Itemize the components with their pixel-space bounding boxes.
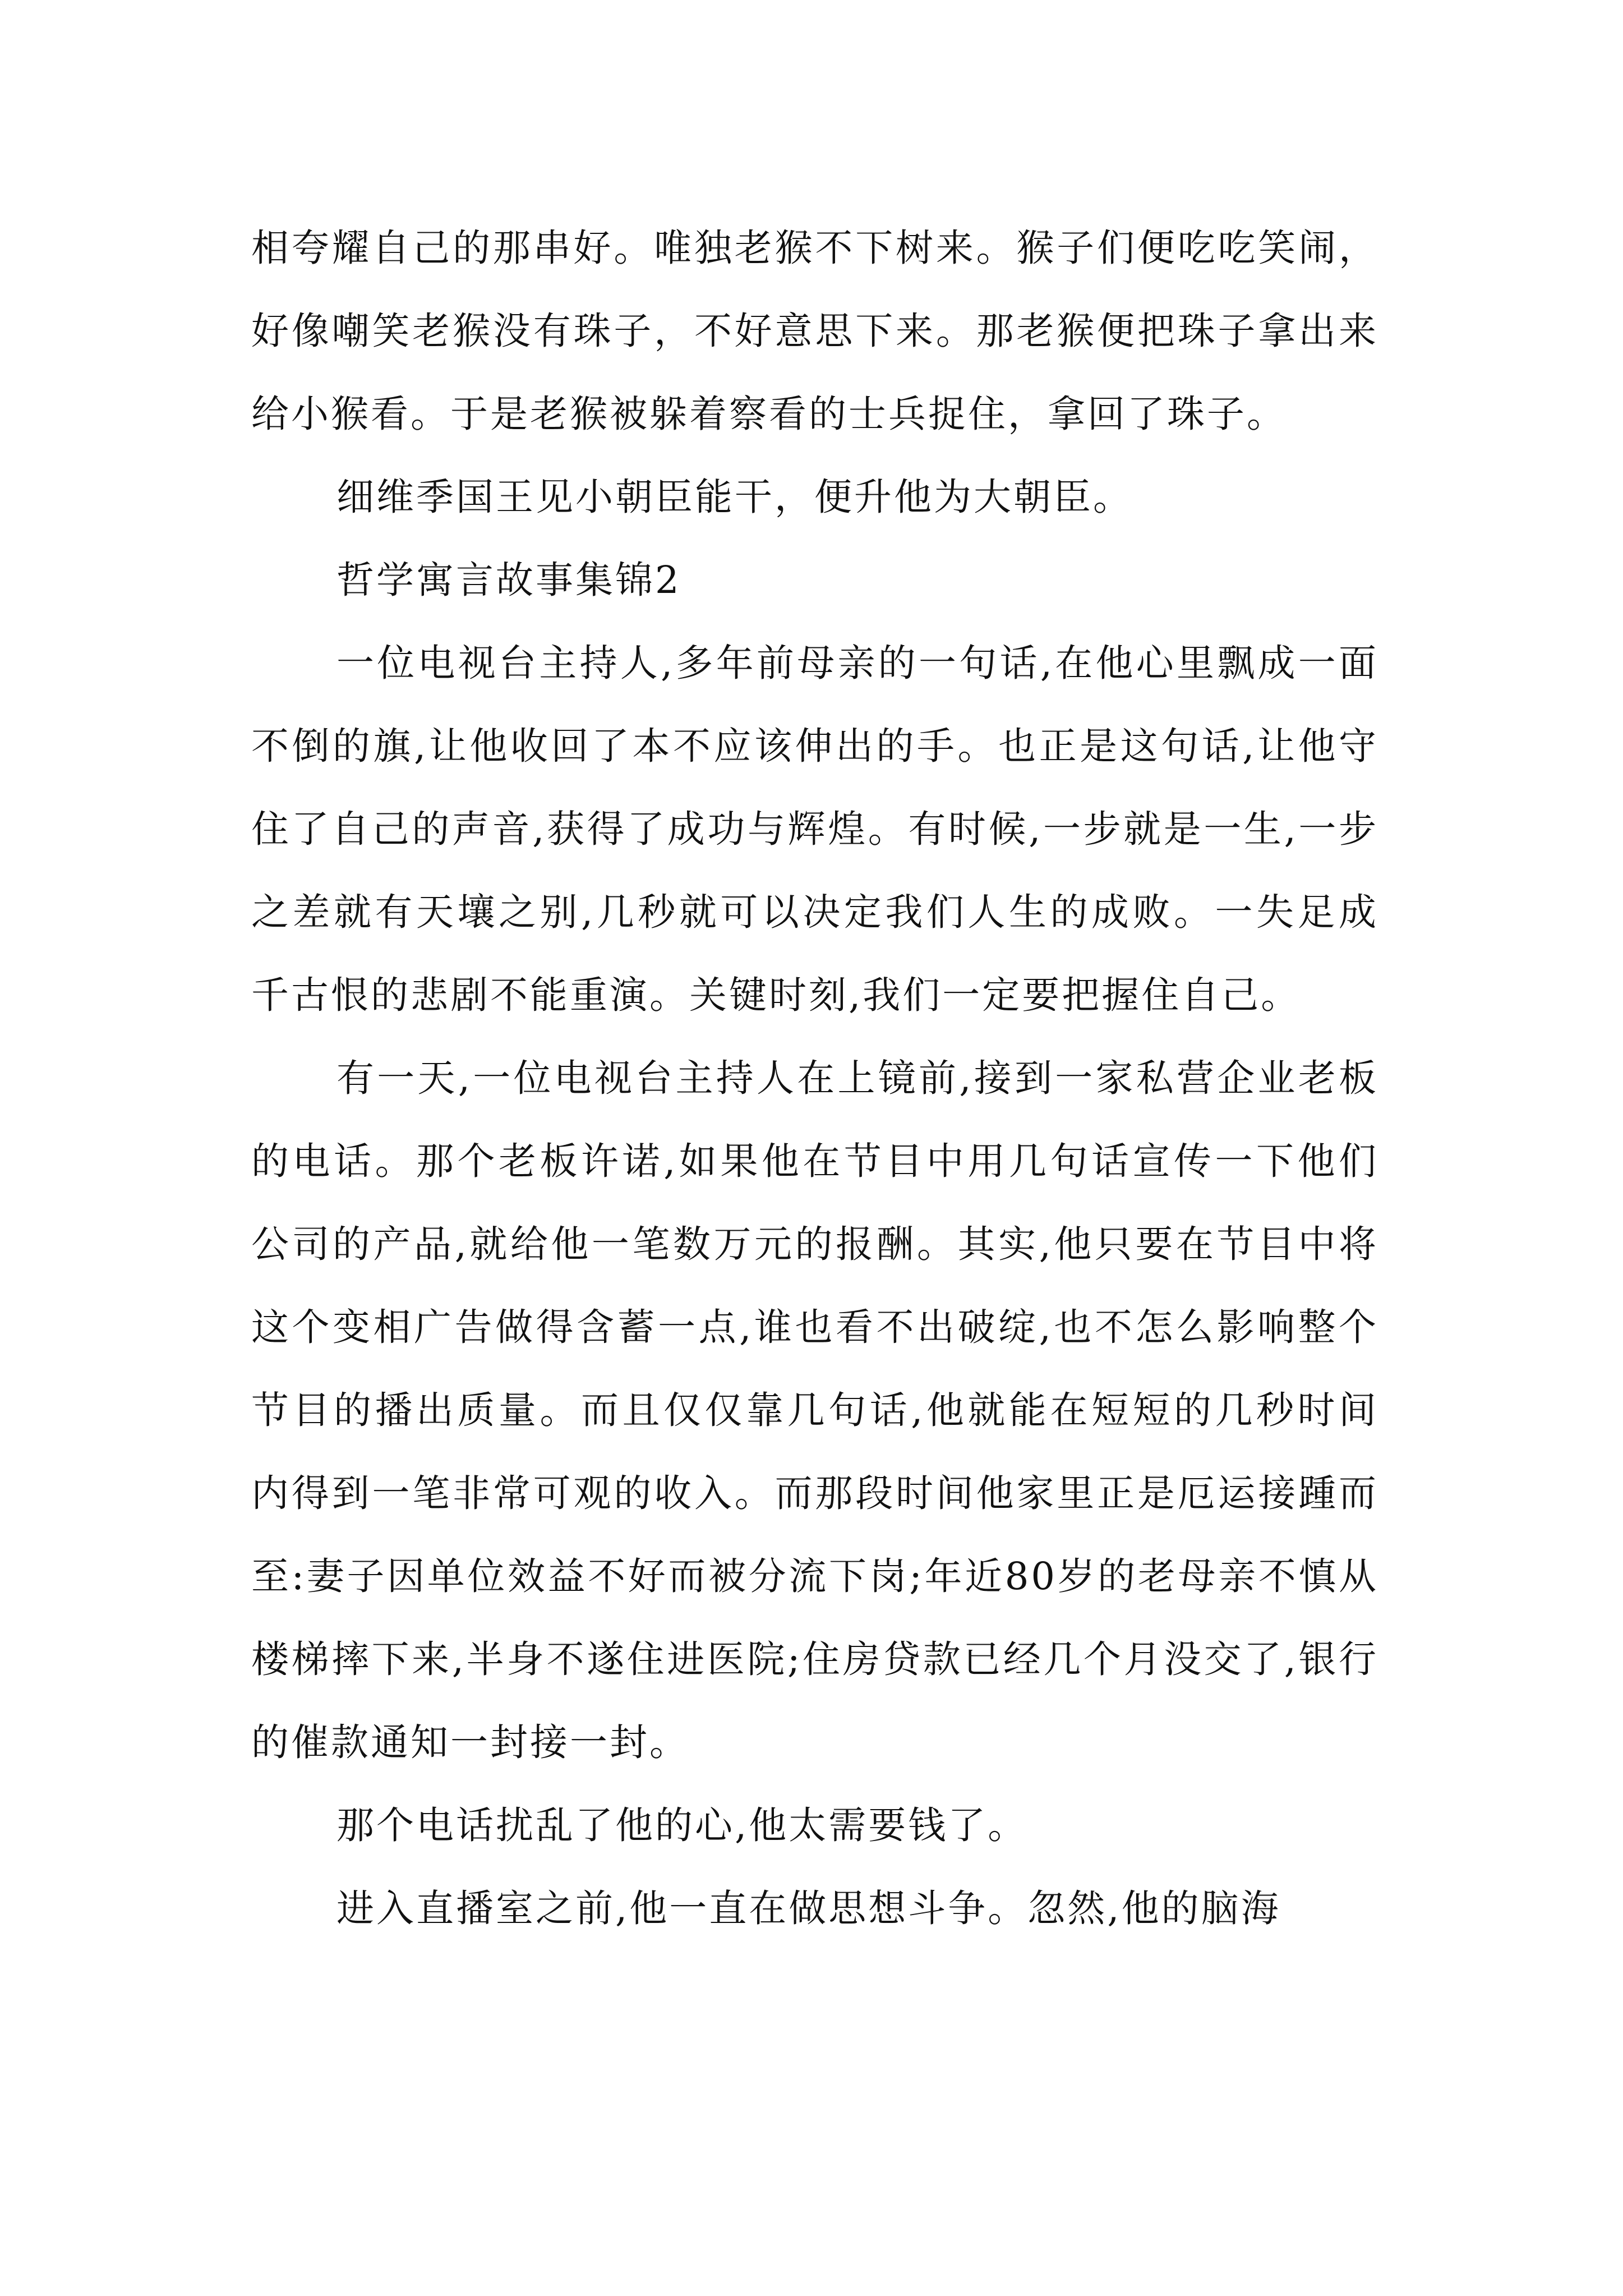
paragraph-promotion: 细维季国王见小朝臣能干，便升他为大朝臣。: [336, 475, 1133, 519]
document-body: [251, 206, 1378, 1950]
section-heading: 哲学寓言故事集锦2: [336, 558, 681, 602]
paragraph-continuation: 相夸耀自己的那串好。唯独老猴不下树来。猴子们便吃吃笑闹，好像嘲笑老猴没有珠子，不好意思下来。那老猴便把珠子拿出来给小猴看。于是老猴被躲着察看的士兵捉住，拿回了珠子。: [251, 226, 1378, 436]
paragraph-phone-call: 那个电话扰乱了他的心,他太需要钱了。: [336, 1803, 1028, 1847]
paragraph-intro: 一位电视台主持人,多年前母亲的一句话,在他心里飘成一面不倒的旗,让他收回了本不应该伸出的手。也正是这句话,让他守住了自己的声音,获得了成功与辉煌。有时候,一步就是一生,一步之差就有天壤之别,几秒就可以决定我们人生的成败。一失足成千古恨的悲剧不能重演。关键时刻,我们一定要把握住自己。: [251, 641, 1378, 1017]
paragraph-studio: 进入直播室之前,他一直在做思想斗争。忽然,他的脑海: [336, 1887, 1281, 1930]
paragraph-story: 有一天,一位电视台主持人在上镜前,接到一家私营企业老板的电话。那个老板许诺,如果他在节目中用几句话宣传一下他们公司的产品,就给他一笔数万元的报酬。其实,他只要在节目中将这个变相广告做得含蓄一点,谁也看不出破绽,也不怎么影响整个节目的播出质量。而且仅仅靠几句话,他就能在短短的几秒时间内得到一笔非常可观的收入。而那段时间他家里正是厄运接踵而至:妻子因单位效益不好而被分流下岗;年近80岁的老母亲不慎从楼梯摔下来,半身不遂住进医院;住房贷款已经几个月没交了,银行的催款通知一封接一封。: [251, 1056, 1378, 1764]
